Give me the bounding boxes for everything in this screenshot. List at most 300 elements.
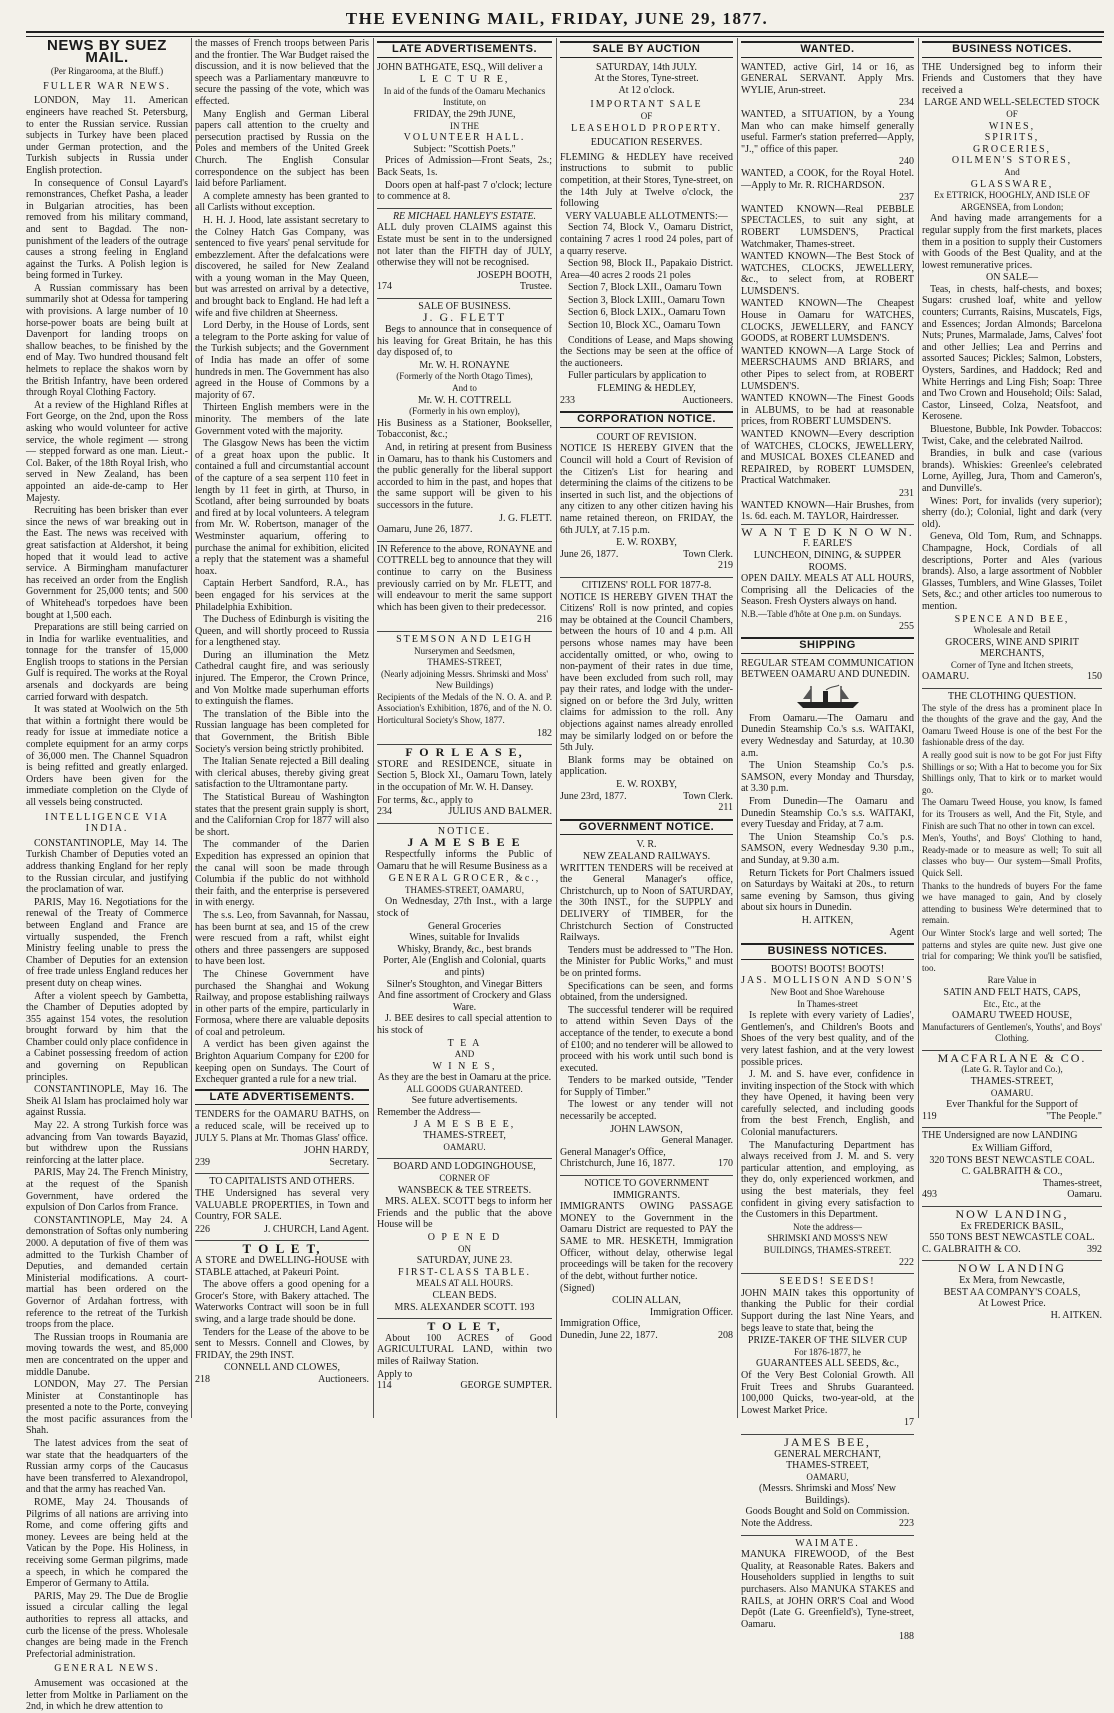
advert-text: WRITTEN TENDERS will be received at the General Manager's office, Christchurch, up to Noon of SATURDAY, the 30th INST., for the SUPPLY and DELIVERY of TIMBER, for the Christchurch Section of Constructed Railways.	[560, 862, 733, 944]
advert-text: SPIRITS,	[984, 132, 1040, 144]
advert-text: V. R.	[636, 839, 657, 851]
advert-header: STEMSON AND LEIGH	[396, 633, 533, 645]
article-paragraph: LONDON, May 11. American engineers have reached St. Petersburg, to enter the Russian service. Russian subjects in Turkey have been placed under German protection, and the Turkish subjects in Russia under English protection.	[26, 95, 188, 176]
advert-text: Mr. W. H. RONAYNE	[419, 359, 510, 371]
advert-text: Porter, Ale (English and Colonial, quarts and pints)	[383, 955, 546, 978]
advert-header: NOW LANDING,	[955, 1207, 1069, 1221]
article-paragraph: The Chinese Government have purchased the Shanghai and Wokung Railway, and propose establishing railways in other parts of the empire, particularly in Formosa, where there are valuable deposits of coal and petroleum.	[195, 968, 369, 1038]
advert-number: 226	[195, 1223, 210, 1235]
advert-number: 255	[899, 620, 914, 632]
advert-text: Wholesale and Retail	[973, 625, 1051, 636]
advert-text: AND	[454, 1049, 475, 1060]
advert-header: MACFARLANE & CO.	[937, 1050, 1087, 1065]
advert-text: L E C T U R E,	[419, 74, 510, 86]
advert-text: Tenders for the Lease of the above to be sent to Messrs. Connell and Clowes, by FRIDAY, the 29th INST.	[195, 1326, 369, 1361]
advert-text: WINES,	[988, 120, 1036, 132]
advert-text: Wines, suitable for Invalids	[409, 932, 520, 944]
advert-text: LARGE AND WELL-SELECTED STOCK	[924, 97, 1100, 109]
advert-role: Agent	[889, 926, 914, 938]
advert-text: About 100 ACRES of Good AGRICULTURAL LAND, within two miles of Railway Station.	[377, 1332, 552, 1367]
advert-text: Prices of Admission—Front Seats, 2s.; Back Seats, 1s.	[377, 155, 552, 178]
advert-signature: JOHN LAWSON,	[610, 1123, 683, 1135]
advert-text: Ever Thankful for the Support of	[946, 1099, 1078, 1111]
advert-signature: MRS. ALEXANDER SCOTT. 193	[394, 1301, 535, 1313]
advert-text: SHRIMSKI AND MOSS'S NEW BUILDINGS, THAMES-STREET.	[763, 1233, 892, 1255]
advert-text: And to	[452, 383, 477, 394]
advert-number: 234	[377, 806, 392, 818]
advert-text: LEASEHOLD PROPERTY.	[570, 122, 723, 134]
advert-earle	[741, 524, 914, 632]
article-paragraph: the masses of French troops between Paris and the frontier. The War Budget raised the discussion, and it is now believed that the speech was a Parliamentary manœuvre to secure the passing of the vote, which was effected.	[195, 38, 369, 107]
advert-text: IN Reference to the above, RONAYNE and COTTRELL beg to announce that they will continue to carry on the Business previously carried on by Mr. FLETT, and will endeavour to merit the same support which has been given to their predecessor.	[377, 543, 552, 613]
advert-verse: Thanks to the hundreds of buyers For the fame we have managed to gain, And by closely attending to business We're determined that to remain.	[922, 880, 1102, 926]
advert-text: Ex Mera, from Newcastle,	[959, 1274, 1065, 1286]
advert-signature: FLEMING & HEDLEY,	[597, 383, 696, 395]
wanted-ad: WANTED KNOWN—The Finest Goods in ALBUMS, to be had at reasonable prices, from ROBERT LUMSDEN'S.	[741, 393, 914, 428]
advert-header: F O R L E A S E,	[405, 745, 524, 760]
column-rule	[918, 38, 919, 1418]
advert-header: BOARD AND LODGINGHOUSE,	[393, 1161, 536, 1173]
section-header: CORPORATION NOTICE.	[560, 411, 733, 428]
advert-text: WANSBECK & TEE STREETS.	[397, 1184, 532, 1196]
advert-text: The Manufacturing Department has always received from J. M. and S. very particular attention, and employing, as they do, only experienced workmen, and using the best materials, they feel confident in giving every satisfaction to the Customers in this Department.	[741, 1139, 914, 1221]
advert-text: See future advertisements.	[411, 1095, 518, 1107]
subhead: FULLER WAR NEWS.	[43, 80, 171, 92]
advert-text: OPEN DAILY. MEALS AT ALL HOURS, Comprising all the Delicacies of the Season. Fresh Oysters always on hand.	[741, 573, 914, 608]
advert-capitalists	[195, 1188, 369, 1235]
column-3	[377, 38, 552, 1418]
advert-signature: JOHN HARDY,	[304, 1145, 369, 1157]
advert-text: THAMES-STREET,	[970, 1076, 1054, 1088]
advert-text: BOOTS! BOOTS! BOOTS!	[770, 963, 885, 975]
advert-text: Ex ETTRICK, HOOGHLY, AND ISLE OF ARGENSEA, from London;	[934, 190, 1090, 212]
article-paragraph: CONSTANTINOPLE, May 14. The Turkish Chamber of Deputies voted an address thanking England for her reply to the Russian circular, and justifying the proclamation of war.	[26, 837, 188, 896]
advert-verse: The Oamaru Tweed House, you know, Is famed for its Trousers as well, And the Fit, Style, and Finish are such That no other in town can excel.	[922, 797, 1102, 831]
advert-railways	[560, 839, 733, 1170]
masthead-title: THE EVENING MAIL, FRIDAY, JUNE 29, 1877.	[345, 9, 769, 28]
advert-role: Immigration Officer.	[649, 1306, 733, 1318]
advert-number: 182	[537, 727, 552, 739]
advert-verse: Our Winter Stock's large and well sorted; The patterns and styles are quite new. Just give one trial for comparing; We think you'll be satisfied, too.	[922, 927, 1102, 973]
steamship-icon	[793, 684, 863, 710]
advert-number: 150	[1087, 671, 1102, 683]
column-4	[560, 38, 733, 1418]
advert-estate	[377, 222, 552, 293]
advert-text: ALL GOODS GUARANTEED.	[406, 1083, 523, 1094]
advert-waimate	[741, 1535, 914, 1643]
wanted-ad: WANTED KNOWN—The Best Stock of WATCHES, CLOCKS, JEWELLERY, &c., to select from, at ROBERT LUMSDEN'S.	[741, 251, 914, 297]
advert-number: 237	[899, 192, 914, 204]
advert-text: THAMES-STREET,	[423, 1130, 506, 1142]
advert-shipping	[741, 658, 914, 938]
advert-text: The Union Steamship Co.'s p.s. SAMSON, every Monday and Thursday, at 3.30 p.m.	[741, 760, 914, 795]
section-header: WANTED.	[741, 41, 914, 58]
column-6	[922, 38, 1102, 1418]
article-paragraph: PARIS, May 29. The Due de Broglie issued a circular calling the legal authorities to repress all attacks, and curb the license of the press. Wholesale changes are being made in the French Prefectorial administration.	[26, 1590, 188, 1660]
advert-signature: JULIUS AND BALMER.	[448, 806, 552, 818]
advert-signature: H. AITKEN.	[1050, 1309, 1102, 1321]
advert-text: New Boot and Shoe Warehouse	[770, 986, 885, 997]
advert-text: Blank forms may be obtained on application.	[560, 754, 733, 778]
advert-text: Section 10, Block XC., Oamaru Town	[568, 320, 721, 332]
advert-header: THE CLOTHING QUESTION.	[947, 691, 1077, 703]
advert-text: MEALS AT ALL HOURS.	[415, 1278, 513, 1289]
advert-roll	[560, 577, 733, 814]
advert-court	[560, 432, 733, 572]
article-paragraph: A verdict has been given against the Brighton Aquarium Company for £200 for keeping open on Sundays. The Court of Exchequer granted a rule for a new trial.	[195, 1039, 369, 1086]
advert-text: O P E N E D	[427, 1232, 502, 1243]
wanted-ad: WANTED, a COOK, for the Royal Hotel.—Apply to Mr. R. RICHARDSON.	[741, 167, 914, 191]
advert-text: Tenders must be addressed to "The Hon. the Minister for Public Works," and must be on printed forms.	[560, 944, 733, 979]
advert-flett	[377, 312, 552, 535]
advert-text: N.B.—Table d'hôte at One p.m. on Sundays.	[741, 608, 902, 619]
article-paragraph: PARIS, May 16. Negotiations for the renewal of the Treaty of Commerce between England and France are virtually suspended, the French Ministry feeling unable to press the Chamber of Deputies for an extension of free trade unless England reduces her present duty on cheap wines.	[26, 896, 188, 989]
advert-text: The above offers a good opening for a Grocer's Store, with Bakery attached. The Waterworks Contract will soon be in full swing, and a large trade should be done.	[195, 1279, 369, 1325]
advert-text: Section 3, Block LXIII., Oamaru Town	[568, 294, 725, 306]
article-paragraph: In consequence of Consul Layard's remonstrances, Chefket Pasha, a leader in Bulgarian atrocities, has been removed from his military command, and sent to Bagdad. The non-punishment of the leaders of the outrage causes a strong feeling in England against the Turks. A Polish legion is being formed in Turkey.	[26, 177, 188, 282]
advert-ronayne	[377, 541, 552, 626]
advert-header: COURT OF REVISION.	[596, 431, 697, 443]
advert-text: GLASSWARE,	[970, 178, 1054, 190]
wanted-ad: WANTED KNOWN—The Cheapest House in Oamaru for WATCHES, CLOCKS, JEWELLERY, and FANCY GOODS, at ROBERT LUMSDEN'S.	[741, 298, 914, 345]
column-rule	[191, 38, 192, 1418]
advert-basil-coal	[922, 1206, 1102, 1255]
advert-text: THE Undersigned beg to inform their Friends and Customers that they have received a	[922, 61, 1102, 96]
advert-text: (Nearly adjoining Messrs. Shrimski and Moss' New Buildings)	[380, 668, 549, 691]
advert-signature: H. AITKEN,	[801, 914, 854, 926]
advert-verse: Men's, Youths', and Boys' Clothing to hand, Ready-made or to measure as well; To suit all classes who buy— Our system—Small Profits, Quick Sell.	[922, 833, 1102, 878]
advert-header: CITIZENS' ROLL FOR 1877-8.	[581, 579, 712, 591]
section-header: LATE ADVERTISEMENTS.	[377, 41, 552, 58]
advert-number: 174	[377, 281, 392, 293]
advert-number: 119	[922, 1110, 937, 1122]
advert-text: VERY VALUABLE ALLOTMENTS:—	[565, 210, 728, 222]
advert-text: Section 7, Block LXII., Oamaru Town	[568, 282, 722, 294]
advert-date: Dunedin, June 22, 1877.	[560, 1329, 658, 1341]
advert-text: GROCERIES,	[972, 143, 1052, 155]
article-paragraph: The Duchess of Edinburgh is visiting the Queen, and will shortly proceed to Russia for a lengthened stay.	[195, 614, 369, 649]
advert-number: 114	[377, 1380, 392, 1392]
advert-text: THAMES-STREET,	[786, 1460, 869, 1472]
advert-text: His Business as a Stationer, Bookseller, Tobacconist, &c.;	[377, 417, 552, 441]
advert-text: Oamaru.	[1067, 1189, 1102, 1201]
advert-text: GROCERS, WINE AND SPIRIT MERCHANTS,	[945, 636, 1079, 660]
advert-number: 17	[904, 1417, 914, 1429]
advert-number: 219	[718, 560, 733, 572]
advert-text: Wines: Port, for invalids (very superior); sherry (do.); Colonial, light and dark (very old).	[922, 495, 1102, 530]
advert-header: NEW ZEALAND RAILWAYS.	[582, 851, 711, 862]
article-paragraph: Many English and German Liberal papers call attention to the cruelty and persecution practised by Russia on the Poles and members of the United Greek Church. The English Consular correspondence on the subject has been laid before Parliament.	[195, 108, 369, 190]
advert-text: CORNER OF	[439, 1173, 490, 1184]
advert-text: Conditions of Lease, and Maps showing the Sections may be seen at the office of the auctioneers.	[560, 334, 733, 369]
advert-text: (Messrs. Shrimski and Moss' New Buildings).	[758, 1483, 897, 1506]
advert-header: JAMES BEE,	[784, 1434, 871, 1449]
advert-signature: CONNELL AND CLOWES,	[223, 1362, 340, 1374]
advert-header: NOTICE TO GOVERNMENT IMMIGRANTS.	[584, 1178, 709, 1201]
advert-header: TO CAPITALISTS AND OTHERS.	[195, 1173, 369, 1188]
advert-text: NOTICE IS HEREBY GIVEN that the Council will hold a Court of Revision of the Citizen's List for hearing and determining the claims of the citizens to be inserted in such list, and the objections of any citizen to any other citizen having his name retained thereon, on FRIDAY, the 6th JULY, at 7.15 p.m.	[560, 443, 733, 536]
section-header: BUSINESS NOTICES.	[922, 41, 1102, 58]
section-header: GOVERNMENT NOTICE.	[560, 819, 733, 836]
wanted-ad: WANTED KNOWN—Every description of WATCHES, CLOCKS, JEWELLERY, and MUSICAL BOXES CLEANED and REPAIRED, by ROBERT LUMSDEN, Practical Watchmaker.	[741, 429, 914, 487]
advert-bee-notice	[377, 823, 552, 1154]
article-paragraph: ROME, May 24. Thousands of Pilgrims of all nations are arriving into Rome, and come offering gifts and money. Levees are being held at the Vatican by the Pope. His Holiness, in receiving some German pilgrims, made a speech, in which he compared the Emperor of Germany to Attila.	[26, 1497, 188, 1590]
article-paragraph: During an illumination the Metz Cathedral caught fire, and was seriously injured. The Emperor, the Crown Prince, and Von Moltke made superhuman efforts to extinguish the flames.	[195, 649, 369, 708]
advert-text: W I N E S,	[432, 1060, 497, 1072]
advert-text: Of the Very Best Colonial Growth. All Fruit Trees and Shrubs Guaranteed. 100,000 Quicks, two-year-old, at the Lowest Market Price.	[741, 1369, 914, 1416]
subhead: INTELLIGENCE VIA INDIA.	[45, 811, 169, 835]
section-header: LATE ADVERTISEMENTS.	[195, 1089, 369, 1106]
advert-text: OF	[1006, 108, 1018, 119]
advert-text: At 12 o'clock.	[618, 84, 675, 96]
advert-text: CLEAN BEDS.	[432, 1289, 497, 1301]
advert-number: 170	[718, 1158, 733, 1170]
advert-text: (Late G. R. Taylor and Co.),	[961, 1064, 1063, 1075]
wanted-ad: WANTED, a SITUATION, by a Young Man who can make himself generally useful. Farmer's station preferred—Apply, "J.," office of this paper.	[741, 108, 914, 155]
advert-text: JOHN MAIN takes this opportunity of thanking the Public for their cordial Support during the last Nine Years, and begs leave to state that, being the	[741, 1287, 914, 1334]
advert-text: STORE and RESIDENCE, situate in Section 5, Block XI., Oamaru Town, lately in the occupation of Mr. W. H. Dansey.	[377, 758, 552, 794]
advert-text: J. BEE desires to call special attention to his stock of	[377, 1013, 552, 1036]
advert-text: Ex William Gifford,	[971, 1143, 1053, 1155]
advert-text: Begs to announce that in consequence of his leaving for Great Britain, he has this day disposed of, to	[377, 324, 552, 359]
advert-text: Note the Address.	[741, 1518, 813, 1530]
advert-header: JAS. MOLLISON AND SON'S	[741, 975, 914, 987]
article-paragraph: The latest advices from the seat of war state that the headquarters of the Russian army corps of the Caucasus have been transferred to Alexandropol, and that the army has reached Van.	[26, 1438, 188, 1496]
advert-signature: COLIN ALLAN,	[612, 1294, 681, 1306]
article-paragraph: The s.s. Leo, from Savannah, for Nassau, has been burnt at sea, and 15 of the crew were rescued from a raft, whilst eight others and three passengers are supposed to have been lost.	[195, 909, 369, 968]
article-paragraph: Captain Herbert Sandford, R.A., has been engaged for his services at the Philadelphia Exhibition.	[195, 578, 369, 613]
advert-text: J. G. FLETT	[422, 310, 507, 325]
advert-text: OAMARU,	[806, 1471, 849, 1482]
advert-text: OAMARU.	[990, 1087, 1034, 1098]
advert-text: Whisky, Brandy, &c., best brands	[397, 943, 532, 955]
advert-text: IN THE	[449, 120, 480, 131]
advert-header: SEEDS! SEEDS!	[779, 1276, 876, 1288]
article-paragraph: The commander of the Darien Expedition has expressed an opinion that the canal will soon be made through Columbia if the public do not withhold their faith, and the enterprise is persevered in with energy.	[195, 839, 369, 909]
advert-text: Recipients of the Medals of the N. O. A. and P. Association's Exhibition, 1876, and of the N. O. Horticultural Society's Show, 1877.	[377, 691, 552, 726]
advert-text: Immigration Office,	[560, 1318, 641, 1330]
subhead: GENERAL NEWS.	[54, 1663, 160, 1675]
column-rule	[737, 38, 738, 1418]
advert-macfarlane	[922, 1050, 1102, 1123]
advert-text: GENERAL MERCHANT,	[774, 1448, 881, 1460]
advert-text: FIRST-CLASS TABLE.	[397, 1266, 531, 1278]
advert-text: THAMES-STREET, OAMARU,	[404, 884, 525, 895]
advert-signature: C. GALBRAITH & CO.	[922, 1243, 1021, 1255]
section-header: SALE BY AUCTION	[560, 41, 733, 58]
article-paragraph: The Statistical Bureau of Washington states that the present grain supply is short, and the Californian Crop for 1877 will also be short.	[195, 792, 369, 838]
article-paragraph: PARIS, May 24. The French Ministry, at the request of the Spanish Government, have ordered the expulsion of Don Carlos from France.	[26, 1167, 188, 1214]
advert-text: ON SALE—	[986, 272, 1038, 284]
article-paragraph: At a review of the Highland Rifles at Fort George, on the 2nd, upon the Ross asking who would volunteer for active service, the whole regiment — strong — stepped forward as one man. Lieut.-Col. Baker, of the 18th Royal Irish, who served in New Zealand, has been appointed an aide-de-camp to Her Majesty.	[26, 399, 188, 504]
advert-date: June 26, 1877.	[560, 548, 619, 560]
advert-text: EDUCATION RESERVES.	[590, 137, 703, 149]
advert-text: OAMARU TWEED HOUSE,	[951, 1010, 1073, 1022]
advert-number: 222	[899, 1256, 914, 1268]
masthead	[0, 0, 1114, 32]
advert-text: THE Undersigned are now LANDING	[922, 1130, 1078, 1142]
advert-baths	[195, 1109, 369, 1168]
advert-text: In aid of the funds of the Oamaru Mechanics Institute, on	[383, 85, 546, 108]
advert-number: 233	[560, 394, 575, 406]
advert-text: And, in retiring at present from Business in Oamaru, has to thank his Customers and the public generally for the liberal support accorded to him in the past, and hopes that the same support will be given to his successors in the future.	[377, 442, 552, 511]
advert-role: Secretary.	[329, 1156, 369, 1168]
article-paragraph: The Glasgow News has been the victim of a great hoax upon the public. It contained a full and circumstantial account of the capture of a sea serpent 110 feet in length by 11 feet in girth, at Thurso, in Scotland, after being surrounded by boats and fired at by local volunteers. A telegram from Mr. W. Robertson, manager of the Westminster aquarium, offering to purchase the animal for exhibition, elicited a reply that the statement was a shameful hoax.	[195, 438, 369, 577]
advert-text: J A M E S B E E,	[413, 1118, 516, 1130]
article-paragraph: CONSTANTINOPLE, May 24. A demonstration of Softas only numbering 2000. A deputation of five of them was admitted to the Turkish Chamber of Deputies, and demanded certain Ministerial modifications. A court-martial has been ordered on the Governor of Ardahan fortress, with reference to the retreat of the Turkish troops from the place.	[26, 1214, 188, 1331]
advert-james-bee	[741, 1434, 914, 1530]
advert-header: T O L E T,	[195, 1240, 369, 1255]
advert-text: NOTICE IS HEREBY GIVEN THAT the Citizens' Roll is now printed, and copies may be obtained at the Council Chambers, between the hours of 10 and 4 p.m. All persons whose names may have been accidentally omitted, or who, owing to non-payment of their rates in due time, have been excluded from such roll, may pay their rates, and lodge with the under-signed on or before the 3rd July, written claims for admission to the roll. Any objections against names already enrolled may be similarly lodged on or before the 5th July.	[560, 591, 733, 754]
advert-signature: C. GALBRAITH & CO.,	[961, 1166, 1063, 1178]
advert-text: J A M E S B E E	[407, 835, 522, 850]
advert-number: 218	[195, 1373, 210, 1385]
advert-text: As they are the best in Oamaru at the price.	[377, 1072, 552, 1084]
advert-signature: E. W. ROXBY,	[616, 779, 677, 791]
advert-text: And having made arrangements for a regular supply from the first markets, places them in a position to supply their Customers with Goods of the Best Quality, and at the lowest remunerative prices.	[922, 213, 1102, 271]
advert-text: Return Tickets for Port Chalmers issued on Saturdays by Waitaki at 20s., to return same evening by Samson, thus giving about six hours in Dunedin.	[741, 867, 914, 914]
masthead-rule	[26, 31, 1104, 37]
wanted-ad: WANTED, active Girl, 14 or 16, as GENERAL SERVANT. Apply Mrs. WYLIE, Arun-street.	[741, 61, 914, 96]
article-paragraph: Recruiting has been brisker than ever since the news of war breaking out in the East. The news was received with great satisfaction at Aldershot, it being hoped that it would lead to active service. A Birmingham manufacturer has received an order from the English Government for 25,000 tents; and 500 of Whitehead's torpedoes have been bought at 1,500 each.	[26, 505, 188, 621]
advert-text: FRIDAY, the 29th JUNE,	[413, 108, 516, 120]
advert-text: From Dunedin—The Oamaru and Dunedin Steamship Co.'s s.s. WAITAKI, every Tuesday and Friday, at 7 a.m.	[741, 796, 914, 831]
advert-header: NOTICE.	[437, 825, 492, 837]
advert-number: 231	[899, 487, 914, 499]
advert-text: Section 74, Block V., Oamaru District, containing 7 acres 1 rood 24 poles, part of a quarry reserve.	[560, 222, 733, 257]
advert-text: ON	[458, 1243, 471, 1254]
advert-text: REGULAR STEAM COMMUNICATION BETWEEN OAMARU AND DUNEDIN.	[741, 657, 914, 681]
advert-role: Auctioneers.	[318, 1373, 369, 1385]
article-paragraph: H. H. J. Hood, late assistant secretary to the Colney Hatch Gas Company, was sentenced to five years' penal servitude for embezzlement. After the defalcations were discovered, he sailed for New Zealand with a young woman in the May Queen, but was arrested on arrival by a detective, and brought back to England. He had left a wife and five children at Sheerness.	[195, 214, 369, 319]
article-paragraph: Preparations are still being carried on in India for warlike eventualities, and tonnage for the transfer of 15,000 English troops to stations in the Persian Gulf is required. The works at the Royal arsenals and dockyards are being carried forward with despatch.	[26, 622, 188, 703]
advert-number: 216	[537, 614, 552, 626]
advert-text: VOLUNTEER HALL.	[403, 132, 526, 144]
advert-text: (Signed)	[560, 1283, 595, 1295]
column-rule	[373, 38, 374, 1418]
section-header: SHIPPING	[741, 637, 914, 654]
advert-text: OAMARU.	[443, 1141, 486, 1152]
advert-text: (Formerly of the North Otago Times),	[396, 371, 533, 382]
advert-text: Is replete with every variety of Ladies', Gentlemen's, and Children's Boots and Shoes of the very best quality, and of the very latest fashion, and at the very lowest possible prices.	[741, 1010, 914, 1068]
advert-role: General Manager.	[661, 1135, 733, 1147]
advert-header: NOW LANDING	[957, 1261, 1067, 1276]
advert-number: 223	[899, 1518, 914, 1530]
column-2	[195, 38, 369, 1418]
advert-stemson	[377, 631, 552, 739]
advert-date: Christchurch, June 16, 1877.	[560, 1158, 675, 1170]
advert-lease	[377, 744, 552, 818]
advert-text: TENDERS for the OAMARU BATHS, on a reduced scale, will be received up to JULY 5. Plans at Mr. Thomas Glass' office.	[195, 1109, 369, 1144]
advert-main-seeds	[741, 1273, 914, 1429]
advert-text: IMPORTANT SALE	[590, 99, 703, 111]
advert-text: THE Undersigned has several very VALUABLE PROPERTIES, in Town and Country, FOR SALE.	[195, 1188, 369, 1223]
advert-text: Section 98, Block II., Papakaio District. Area—40 acres 2 roods 21 poles	[560, 258, 733, 281]
advert-text: Thames-street,	[1042, 1177, 1102, 1189]
advert-mollison	[741, 975, 914, 1268]
article-paragraph: It was stated at Woolwich on the 5th that within a fortnight there would be ready for issue at immediate notice a complete equipment for an army corps of 36,000 men. The Channel Squadron is being refitted and greatly enlarged. Orders have been given for the immediate completion on the Clyde of all vessels being constructed.	[26, 704, 188, 808]
article-paragraph: The Italian Senate rejected a Bill dealing with clerical abuses, thereby giving great satisfaction to the Ultramontane party.	[195, 756, 369, 791]
advert-header: SALE OF BUSINESS.	[377, 298, 552, 313]
article-paragraph: The translation of the Bible into the Russian language has been completed for that Government, the British Bible Society's version being strictly prohibited.	[195, 708, 369, 755]
advert-text: MRS. ALEX. SCOTT begs to inform her Friends and the public that the above House will be	[377, 1196, 552, 1231]
advert-text: For 1876-1877, he	[794, 1346, 861, 1357]
advert-text: Teas, in chests, half-chests, and boxes; Sugars: crushed loaf, white and yellow counters; Currants, Raisins, Muscatels, Figs, and Essences; Jordan Almonds; Barcelona Nuts; Prunes, Marmalade, Jams, Calves' foot and other Jellies; Lea and Perrins and assorted Sauces; Pickles; Salmon, Lobsters, Oysters, Sardines, and Haddock; Red and White Herrings and Ling Fish; Soap: Three and Two Crown and Household; Oils: Salad, Castor, Linseed, Colza, Neatsfoot, and Kerosene.	[922, 283, 1102, 423]
advert-number: 239	[195, 1156, 210, 1168]
article-paragraph: CONSTANTINOPLE, May 16. The Sheik Al Islam has proclaimed holy war against Russia.	[26, 1084, 188, 1119]
advert-text: F. EARLE'S	[802, 538, 853, 550]
credit: (Per Ringarooma, at the Bluff.)	[50, 66, 164, 77]
advert-text: J. M. and S. have ever, confidence in inviting inspection of the Stock with which they have Opened, it having been very carefully selected, and including goods from the best French, English, and Colonial manufacturers.	[741, 1069, 914, 1139]
advert-number: 234	[899, 97, 914, 109]
article-paragraph: A Russian commissary has been summarily shot at Odessa for tampering with provisions. A large number of 10 horse-power boats are being built at Davenport for landing troops on shallow beaches, to be finished by the end of May. Two hundred thousand felt helmets to replace the shakos worn by the British Infantry, have been ordered through Royal Clothing Factory.	[26, 282, 188, 399]
advert-text: SATIN AND FELT HATS, CAPS,	[943, 986, 1081, 998]
advert-header: W A N T E D K N O W N.	[741, 524, 914, 539]
advert-text: The Union Steamship Co.'s p.s. SAMSON, every Wednesday 9.30 p.m., and Sunday, at 9.30 a.m.	[741, 831, 914, 866]
article-paragraph: Lord Derby, in the House of Lords, sent a telegram to the Porte asking for value of the Turkish subjects; and the Government of India has made an offer of some hundreds in men. The Government has also agreed in the House of Commons by a majority of 67.	[195, 320, 369, 401]
advert-text: THAMES-STREET,	[427, 657, 502, 668]
advert-text: BEST AA COMPANY'S COALS,	[943, 1286, 1081, 1298]
advert-signature: E. W. ROXBY,	[616, 537, 677, 549]
advert-verse: The style of the dress has a prominent place In the thoughts of the grave and the gay, And the Oamaru Tweed House is one of the best For the fashionable dress of the day.	[922, 702, 1102, 748]
advert-text: (Formerly in his own employ),	[409, 406, 520, 417]
advert-auction	[560, 62, 733, 407]
advert-text: Corner of Tyne and Itchen streets,	[950, 659, 1074, 670]
wanted-ad: WANTED KNOWN—Hair Brushes, from 1s. 6d. each. M. TAYLOR, Hairdresser.	[741, 499, 914, 523]
advert-text: JOHN BATHGATE, ESQ., Will deliver a	[377, 61, 543, 73]
advert-text: MANUKA FIREWOOD, of the Best Quality, at Reasonable Rates. Bakers and Householders supplied in lengths to suit purchasers. Also MANUKA STAKES and RAILS, at JOHN ORR'S Coal and Wood Depôt (Late G. Greenfield's), Tyne-street, Oamaru.	[741, 1549, 914, 1630]
advert-number: 493	[922, 1189, 937, 1201]
column-1	[26, 37, 188, 1713]
wanted-ad: WANTED KNOWN—Real PEBBLE SPECTACLES, to suit any sight, at ROBERT LUMSDEN'S, Practical Watchmaker, Thames-street.	[741, 203, 914, 250]
section-header: BUSINESS NOTICES.	[741, 943, 914, 960]
advert-tolet-store	[195, 1255, 369, 1386]
advert-wines	[922, 62, 1102, 683]
advert-text: "The People."	[1046, 1110, 1102, 1122]
advert-text: At Lowest Price.	[978, 1298, 1046, 1310]
advert-text: Ex FREDERICK BASIL,	[960, 1220, 1064, 1232]
advert-text: General Groceries	[427, 920, 501, 932]
advert-text: Silner's Stoughton, and Vinegar Bitters	[386, 978, 543, 990]
advert-gifford-coal	[922, 1127, 1102, 1201]
advert-text: Manufacturers of Gentlemen's, Youths', and Boys' Clothing.	[922, 1021, 1102, 1044]
advert-text: 550 TONS BEST NEWCASTLE COAL.	[929, 1232, 1095, 1244]
advert-role: Auctioneers.	[682, 394, 733, 406]
advert-text: Tenders to be marked outside, "Tender for Supply of Timber."	[560, 1075, 733, 1098]
advert-text: Geneva, Old Tom, Rum, and Schnapps. Champagne, Hock, Cordials of all descriptions, Porter and Ales (various brands). Also, a large assortment of Nobbler Glasses, Tumblers, and Wine Glasses, Toilet Sets, &c.; and other articles too numerous to mention.	[922, 531, 1102, 612]
advert-number: 240	[899, 156, 914, 168]
advert-text: From Oamaru.—The Oamaru and Dunedin Steamship Co.'s s.s. WAITAKI, every Wednesday and Saturday, at 10.30 a.m.	[741, 712, 914, 759]
advert-text: OAMARU.	[922, 671, 969, 683]
advert-text: Mr. W. H. COTTRELL	[417, 394, 512, 406]
advert-text: Etc., Etc., at the	[983, 998, 1041, 1009]
article-paragraph: LONDON, May 27. The Persian Minister at Constantinople has presented a note to the Porte, conveying the most pacific assurances from the Shah.	[26, 1379, 188, 1437]
article-paragraph: The Russian troops in Roumania are moving towards the west, and 85,000 men are concentrated on the upper and middle Danube.	[26, 1331, 188, 1378]
advert-text: For terms, &c., apply to	[377, 794, 473, 806]
advert-text: IMMIGRANTS OWING PASSAGE MONEY to the Government in the Oamaru District are requested to PAY the SAME to MR. HESKETH, Immigration Officer, without delay, otherwise legal proceedings will be taken for the recovery of the debt, without further notice.	[560, 1201, 733, 1282]
advert-header: T O L E T,	[427, 1319, 502, 1334]
advert-text: Section 6, Block LXIX., Oamaru Town	[568, 307, 726, 319]
advert-date: Oamaru, June 26, 1877.	[377, 524, 473, 536]
advert-text: Brandies, in bulk and case (various brands). Whiskies: Greenlee's celebrated Lorne, Ayilleg, Jura, Thom and Cameron's, and Dunville's.	[922, 448, 1102, 494]
advert-immigrants	[560, 1175, 733, 1341]
advert-text: Note the address—	[793, 1221, 862, 1232]
advert-text: Apply to	[377, 1368, 413, 1380]
advert-boarding	[377, 1158, 552, 1313]
column-rule	[556, 38, 557, 1418]
advert-text: LUNCHEON, DINING, & SUPPER ROOMS.	[753, 549, 902, 573]
advert-number: 208	[718, 1329, 733, 1341]
